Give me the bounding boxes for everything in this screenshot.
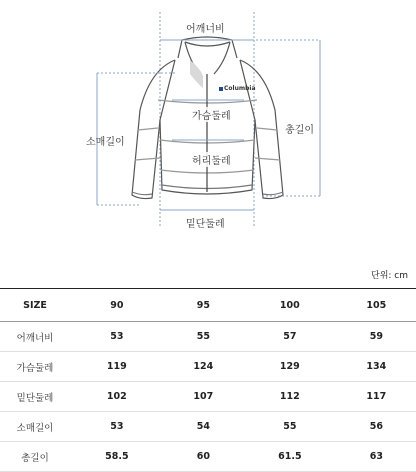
brand-logo: Columbia [224,85,256,92]
table-row [0,412,416,442]
row-label: 가슴둘레 [16,362,54,374]
table-cell: 134 [366,361,387,372]
row-label: 총길이 [21,452,49,464]
shoulder-width-label: 어깨너비 [186,24,225,35]
table-cell: 119 [106,361,127,372]
waist-label: 허리둘레 [190,152,233,167]
table-row [0,322,416,352]
table-row [0,382,416,412]
size-header: SIZE [23,299,47,311]
table-cell: 56 [369,421,383,432]
table-cell: 53 [110,421,124,432]
size-column-header: 105 [366,299,387,311]
row-label: 밑단둘레 [16,392,54,404]
size-column-header: 90 [110,299,124,311]
sleeve-length-label: 소매길이 [86,137,125,148]
table-cell: 54 [196,421,210,432]
table-cell: 124 [193,361,214,372]
chest-label: 가슴둘레 [190,107,233,122]
size-table [0,288,416,472]
row-label: 어깨너비 [16,332,54,344]
total-length-label: 총길이 [285,125,314,136]
row-label: 소매길이 [16,422,54,434]
table-cell: 102 [106,391,127,402]
table-header-row [0,289,416,322]
table-cell: 57 [283,331,297,342]
size-column-header: 100 [279,299,300,311]
table-cell: 112 [279,391,300,402]
table-cell: 53 [110,331,124,342]
table-cell: 63 [369,451,383,462]
table-cell: 55 [196,331,210,342]
table-cell: 61.5 [278,451,302,462]
unit-label: 단위: cm [371,271,408,281]
hem-label: 밑단둘레 [186,219,225,230]
table-row [0,352,416,382]
table-row [0,442,416,472]
table-cell: 59 [369,331,383,342]
size-column-header: 95 [196,299,210,311]
table-cell: 129 [279,361,300,372]
table-cell: 117 [366,391,387,402]
table-cell: 107 [193,391,214,402]
table-cell: 58.5 [105,451,129,462]
table-cell: 60 [196,451,210,462]
table-cell: 55 [283,421,297,432]
